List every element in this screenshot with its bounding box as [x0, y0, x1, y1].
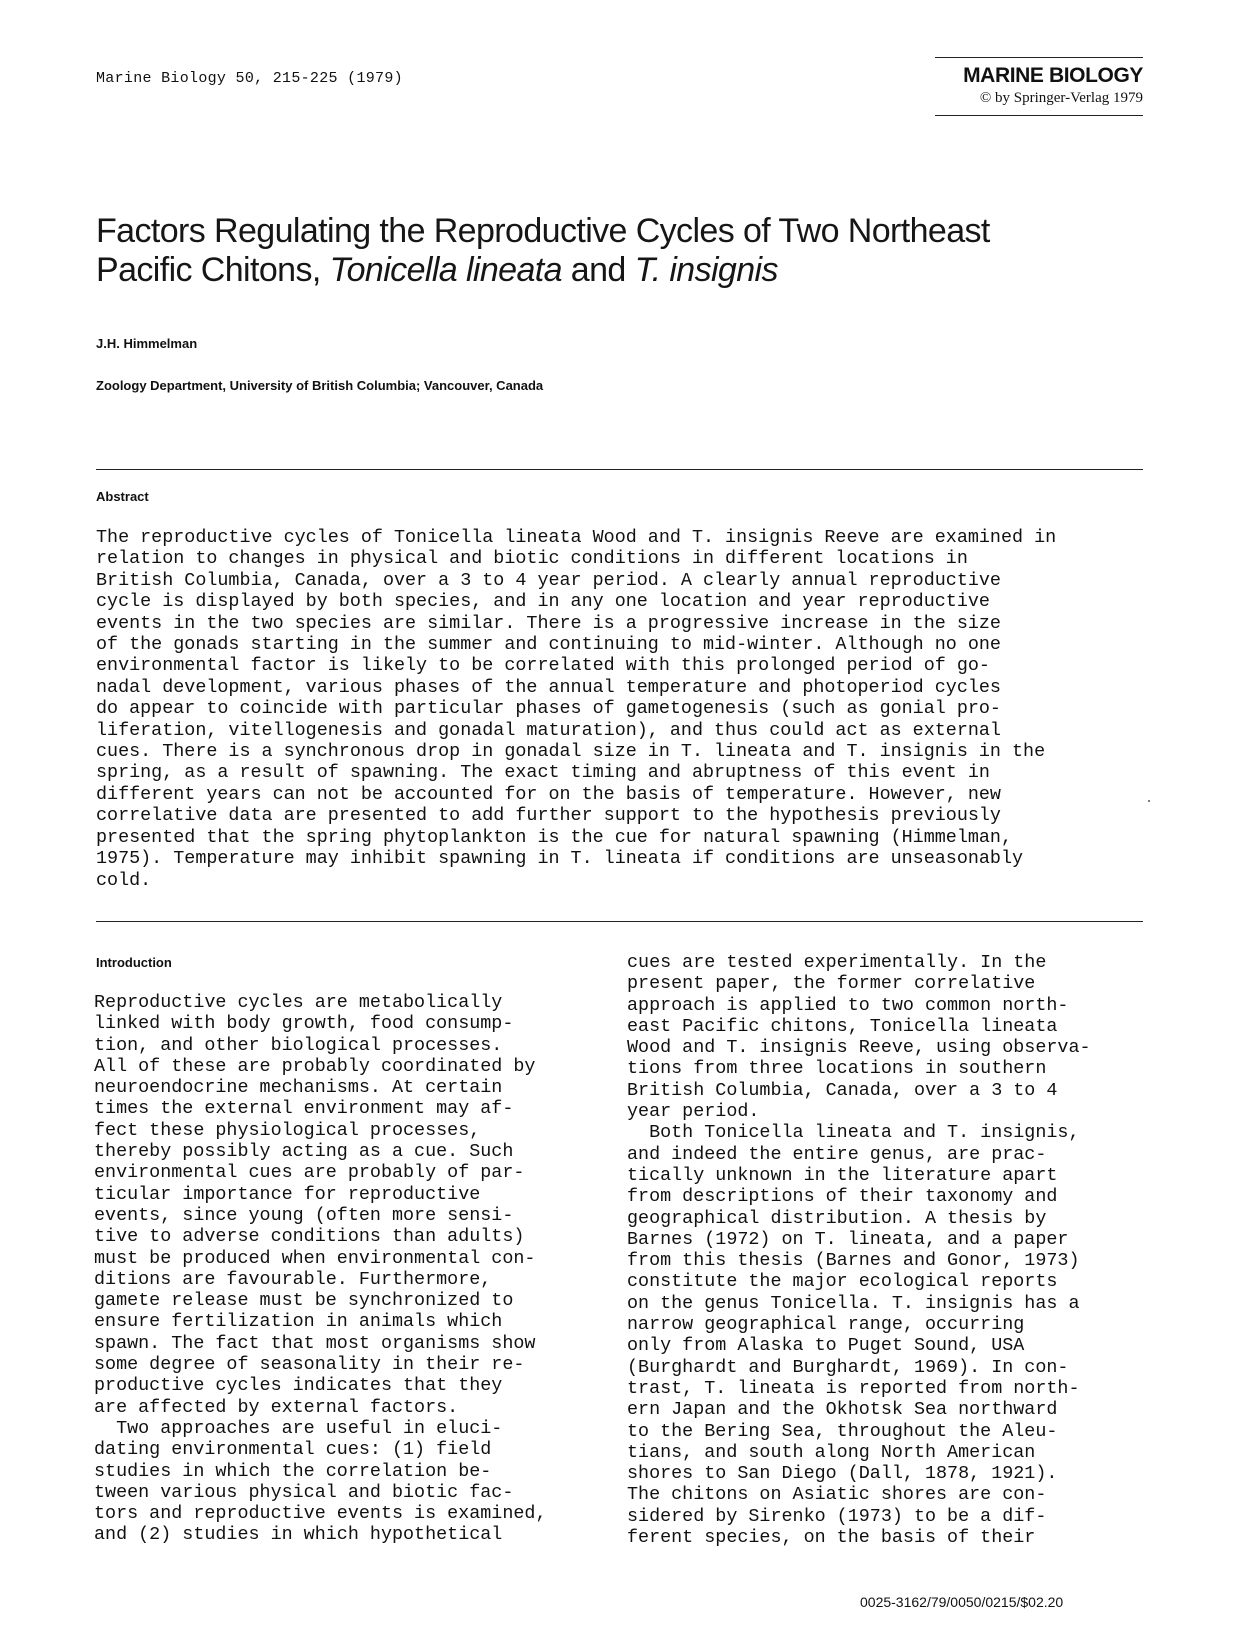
text-line: correlative data are presented to add further support to the hypothesis previously [96, 805, 1001, 827]
text-line: nadal development, various phases of the annual temperature and photoperiod cycles [96, 676, 1001, 698]
text-line: studies in which the correlation be- [94, 1460, 492, 1482]
text-line: fect these physiological processes, [94, 1119, 481, 1141]
author: J.H. Himmelman [96, 336, 198, 351]
text-line: thereby possibly acting as a cue. Such [94, 1141, 514, 1163]
text-line: times the external environment may af- [94, 1098, 514, 1120]
text-line: Reproductive cycles are metabolically [94, 992, 503, 1013]
text-line: east Pacific chitons, Tonicella lineata [627, 1015, 1058, 1037]
introduction-heading: Introduction [96, 955, 172, 970]
paper-title [96, 212, 1156, 290]
text-line: present paper, the former correlative [627, 973, 1036, 995]
text-line: ensure fertilization in animals which [94, 1311, 503, 1333]
text-line: do appear to coincide with particular phases of gametogenesis (such as gonial pro- [96, 698, 1001, 720]
text-line: tions from three locations in southern [627, 1058, 1047, 1080]
text-line: only from Alaska to Puget Sound, USA [627, 1335, 1025, 1357]
text-line: are affected by external factors. [94, 1396, 459, 1418]
title-and: and [561, 251, 635, 289]
text-line: The chitons on Asiatic shores are con- [627, 1484, 1047, 1506]
text-line: productive cycles indicates that they [94, 1375, 503, 1397]
text-line: cycle is displayed by both species, and in any one location and year reproductive [96, 591, 990, 613]
text-line: relation to changes in physical and biotic conditions in different locations in [96, 548, 968, 570]
text-line: dating environmental cues: (1) field [94, 1439, 492, 1461]
text-line: The reproductive cycles of Tonicella lineata Wood and T. insignis Reeve are examined in [96, 527, 1057, 548]
text-line: of the gonads starting in the summer and continuing to mid-winter. Although no one [96, 634, 1001, 656]
text-line: events, since young (often more sensi- [94, 1204, 514, 1226]
text-line: shores to San Diego (Dall, 1878, 1921). [627, 1463, 1058, 1485]
journal-name: MARINE BIOLOGY [963, 64, 1143, 87]
text-line: Both Tonicella lineata and T. insignis, [627, 1122, 1080, 1144]
text-line: and indeed the entire genus, are prac- [627, 1143, 1047, 1165]
text-line: ditions are favourable. Furthermore, [94, 1268, 492, 1290]
text-line: tive to adverse conditions than adults) [94, 1226, 525, 1248]
text-line: cold. [96, 869, 152, 891]
text-line: and (2) studies in which hypothetical [94, 1524, 503, 1546]
journal-block [935, 57, 1143, 116]
title-species-1: Tonicella lineata [329, 251, 562, 289]
text-line: from this thesis (Barnes and Gonor, 1973) [627, 1250, 1080, 1272]
text-line: Barnes (1972) on T. lineata, and a paper [627, 1228, 1069, 1250]
text-line: must be produced when environmental con- [94, 1247, 536, 1269]
text-line: Two approaches are useful in eluci- [94, 1417, 503, 1439]
text-line: British Columbia, Canada, over a 3 to 4 [627, 1079, 1058, 1101]
text-line: environmental cues are probably of par- [94, 1162, 525, 1184]
text-line: tween various physical and biotic fac- [94, 1481, 514, 1503]
text-line: 1975). Temperature may inhibit spawning in T. lineata if conditions are unseasonably [96, 848, 1024, 870]
text-line: sidered by Sirenko (1973) to be a dif- [627, 1505, 1047, 1527]
text-line: tically unknown in the literature apart [627, 1164, 1058, 1186]
text-line: British Columbia, Canada, over a 3 to 4 year period. A clearly annual reproductive [96, 569, 1001, 591]
text-line: on the genus Tonicella. T. insignis has a [627, 1292, 1080, 1314]
text-line: spawn. The fact that most organisms show [94, 1332, 536, 1354]
abstract-rule-top [96, 469, 1143, 470]
intro-column-left [94, 992, 546, 1546]
text-line: ern Japan and the Okhotsk Sea northward [627, 1399, 1058, 1421]
journal-copyright: © by Springer-Verlag 1979 [979, 90, 1143, 106]
text-line: liferation, vitellogenesis and gonadal maturation), and thus could act as external [96, 719, 1001, 741]
text-line: spring, as a result of spawning. The exact timing and abruptness of this event in [96, 762, 990, 784]
journal-rule-top [935, 57, 1143, 58]
journal-rule-bottom [935, 115, 1143, 116]
scan-speck [1148, 800, 1150, 802]
text-line: geographical distribution. A thesis by [627, 1207, 1047, 1229]
text-line: constitute the major ecological reports [627, 1271, 1058, 1293]
text-line: ferent species, on the basis of their [627, 1527, 1036, 1549]
text-line: cues are tested experimentally. In the [627, 952, 1047, 973]
text-line: tors and reproductive events is examined, [94, 1503, 547, 1525]
affiliation: Zoology Department, University of British Columbia; Vancouver, Canada [96, 378, 544, 393]
text-line: All of these are probably coordinated by [94, 1055, 536, 1077]
intro-column-right [627, 952, 1091, 1548]
text-line: to the Bering Sea, throughout the Aleu- [627, 1420, 1058, 1442]
text-line: gamete release must be synchronized to [94, 1290, 514, 1312]
text-line: environmental factor is likely to be correlated with this prolonged period of go- [96, 655, 990, 677]
abstract-heading: Abstract [96, 489, 149, 504]
text-line: Wood and T. insignis Reeve, using observa- [627, 1037, 1091, 1059]
text-line: some degree of seasonality in their re- [94, 1354, 525, 1376]
text-line: year period. [627, 1101, 760, 1123]
citation: Marine Biology 50, 215-225 (1979) [96, 70, 403, 87]
title-line-2 [96, 251, 1156, 290]
title-line-1: Factors Regulating the Reproductive Cycles of Two Northeast [96, 212, 990, 250]
title-prefix: Pacific Chitons, [96, 251, 330, 289]
text-line: trast, T. lineata is reported from north- [627, 1377, 1080, 1399]
title-species-2: T. insignis [634, 251, 778, 289]
text-line: linked with body growth, food consump- [94, 1013, 514, 1035]
text-line: neuroendocrine mechanisms. At certain [94, 1077, 503, 1099]
abstract-rule-bottom [96, 921, 1143, 922]
text-line: events in the two species are similar. There is a progressive increase in the size [96, 612, 1001, 634]
text-line: tion, and other biological processes. [94, 1034, 503, 1056]
article-code: 0025-3162/79/0050/0215/$02.20 [860, 1594, 1064, 1610]
text-line: from descriptions of their taxonomy and [627, 1186, 1058, 1208]
text-line: ticular importance for reproductive [94, 1183, 481, 1205]
text-line: tians, and south along North American [627, 1441, 1036, 1463]
text-line: different years can not be accounted for on the basis of temperature. However, new [96, 783, 1001, 805]
text-line: presented that the spring phytoplankton is the cue for natural spawning (Himmelman, [96, 826, 1013, 848]
text-line: cues. There is a synchronous drop in gonadal size in T. lineata and T. insignis in the [96, 741, 1046, 763]
text-line: (Burghardt and Burghardt, 1969). In con- [627, 1356, 1069, 1378]
text-line: approach is applied to two common north- [627, 994, 1069, 1016]
text-line: narrow geographical range, occurring [627, 1314, 1025, 1336]
abstract-body [96, 527, 1146, 891]
